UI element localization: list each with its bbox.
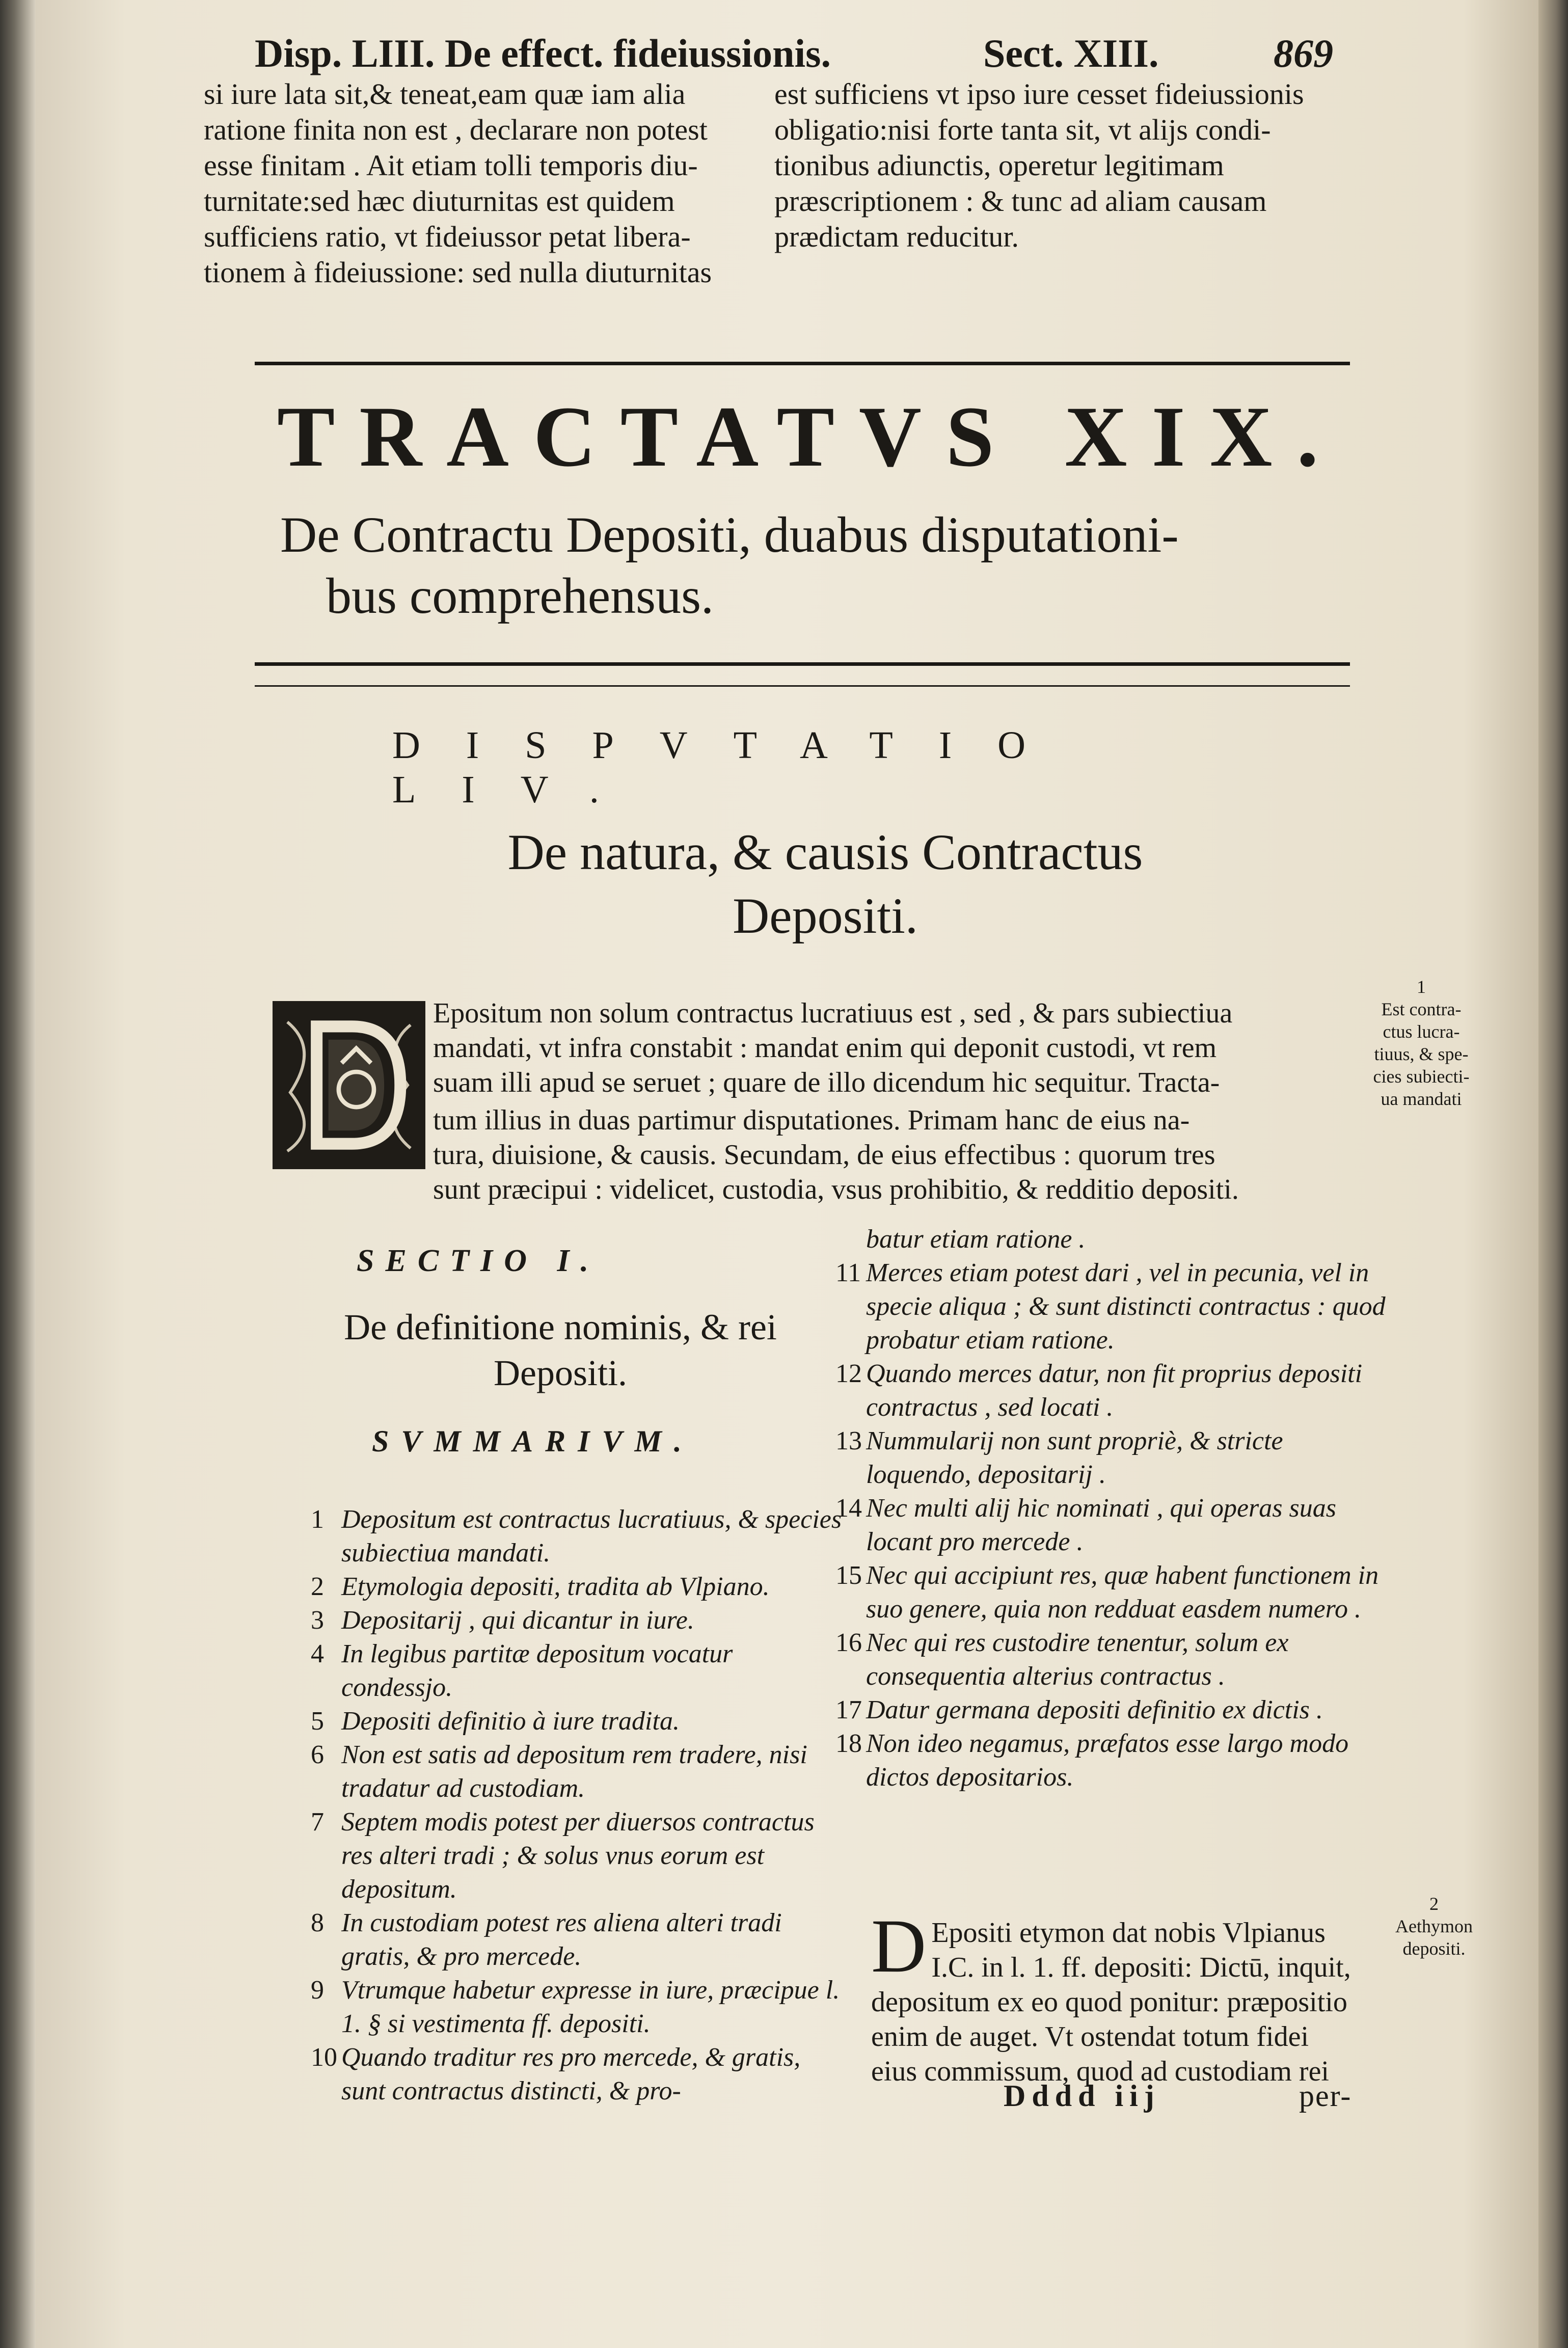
summarium-right bbox=[835, 1223, 1391, 1794]
item-number: 5 bbox=[311, 1707, 324, 1736]
intro-paragraph-top bbox=[433, 996, 1365, 1100]
summary-item bbox=[835, 1357, 1391, 1424]
summary-item bbox=[311, 1974, 846, 2041]
margin-line: tiuus, & spe- bbox=[1374, 1044, 1469, 1064]
item-number: 13 bbox=[835, 1426, 862, 1455]
item-number: 16 bbox=[835, 1628, 862, 1657]
summary-item bbox=[311, 1604, 846, 1637]
top-right-column bbox=[774, 76, 1360, 255]
disputatio-title: DISPVTATIO LIV. bbox=[392, 724, 1072, 811]
signature-line bbox=[1004, 2079, 1360, 2114]
margin-line: ctus lucra- bbox=[1383, 1021, 1460, 1042]
item-number: 11 bbox=[835, 1258, 861, 1287]
item-number: 17 bbox=[835, 1695, 862, 1724]
book-gutter-left bbox=[0, 0, 36, 2348]
subtitle-line: bus comprehensus. bbox=[326, 568, 714, 624]
body-paragraph bbox=[871, 1904, 1381, 2089]
text-line: tura, diuisione, & causis. Secundam, de eius effectibus : quorum tres bbox=[433, 1139, 1215, 1171]
summary-item bbox=[311, 1738, 846, 1805]
catchword: per- bbox=[1299, 2079, 1352, 2113]
text-line: tionem à fideiussione: sed nulla diuturnitas bbox=[204, 256, 712, 289]
item-text: Nec qui res custodire tenentur, solum ex consequentia alterius contractus . bbox=[866, 1628, 1289, 1691]
item-text: Depositi definitio à iure tradita. bbox=[341, 1707, 680, 1736]
page-number: 869 bbox=[1274, 31, 1333, 75]
summary-item bbox=[835, 1256, 1391, 1357]
header-left: Disp. LIII. De effect. fideiussionis. bbox=[255, 31, 831, 75]
item-text: Septem modis potest per diuersos contractus res alteri tradi ; & solus vnus eorum est depositum. bbox=[341, 1807, 815, 1904]
text-line: sufficiens ratio, vt fideiussor petat libera- bbox=[204, 220, 691, 253]
item-number: 14 bbox=[835, 1494, 862, 1523]
summary-item bbox=[835, 1727, 1391, 1794]
text-line: suam illi apud se seruet ; quare de illo dicendum hic sequitur. Tracta- bbox=[433, 1067, 1220, 1098]
signature-mark: Dddd iij bbox=[1004, 2079, 1160, 2113]
text-line: tum illius in duas partimur disputationes. Primam hanc de eius na- bbox=[433, 1104, 1190, 1136]
summary-item bbox=[311, 1503, 846, 1570]
text-line: præscriptionem : & tunc ad aliam causam bbox=[774, 184, 1267, 218]
item-number: 7 bbox=[311, 1807, 324, 1837]
book-page bbox=[36, 0, 1538, 2348]
text-line: turnitate:sed hæc diuturnitas est quidem bbox=[204, 184, 675, 218]
margin-number: 2 bbox=[1429, 1894, 1439, 1914]
heading-line: Depositi. bbox=[494, 1353, 627, 1393]
sectio-heading bbox=[280, 1304, 841, 1396]
margin-number: 1 bbox=[1417, 977, 1426, 997]
item-number: 8 bbox=[311, 1908, 324, 1937]
text-line: sunt præcipui : videlicet, custodia, vsus prohibitio, & redditio depositi. bbox=[433, 1174, 1239, 1205]
heading-line: De natura, & causis Contractus bbox=[507, 824, 1143, 880]
summary-item bbox=[835, 1693, 1391, 1727]
text-line: Epositum non solum contractus lucratiuus est , sed , & pars subiectiua bbox=[433, 997, 1233, 1029]
divider-rule bbox=[255, 662, 1350, 666]
item-number: 3 bbox=[311, 1606, 324, 1635]
summary-item bbox=[835, 1626, 1391, 1693]
item-number: 4 bbox=[311, 1639, 324, 1668]
text-line: tionibus adiunctis, operetur legitimam bbox=[774, 149, 1224, 182]
text-line: si iure lata sit,& teneat,eam quæ iam alia bbox=[204, 77, 686, 111]
item-number: 1 bbox=[311, 1505, 324, 1534]
text-line: esse finitam . Ait etiam tolli temporis diu- bbox=[204, 149, 698, 182]
summarium-left bbox=[311, 1503, 846, 2108]
top-left-column bbox=[204, 76, 790, 290]
item-text: Depositum est contractus lucratiuus, & species subiectiua mandati. bbox=[341, 1505, 842, 1568]
tractatus-subtitle bbox=[280, 504, 1401, 627]
header-section: Sect. XIII. bbox=[983, 31, 1159, 75]
summary-item bbox=[835, 1492, 1391, 1559]
subtitle-line: De Contractu Depositi, duabus disputationi- bbox=[280, 506, 1179, 563]
text-line: eius commissum, quod ad custodiam rei bbox=[871, 2056, 1329, 2087]
item-text: Depositarij , qui dicantur in iure. bbox=[341, 1606, 694, 1635]
margin-line: ua mandati bbox=[1381, 1089, 1462, 1109]
text-line: Epositi etymon dat nobis Vlpianus bbox=[931, 1917, 1326, 1949]
text-line: prædictam reducitur. bbox=[774, 220, 1019, 253]
item-number bbox=[835, 1223, 866, 1256]
item-text: In custodiam potest res aliena alteri tradi gratis, & pro mercede. bbox=[341, 1908, 782, 1971]
text-line: I.C. in l. 1. ff. depositi: Dictū, inquit, bbox=[931, 1952, 1351, 1983]
item-text: Quando traditur res pro mercede, & gratis, sunt contractus distincti, & pro- bbox=[341, 2043, 801, 2106]
item-number: 6 bbox=[311, 1740, 324, 1769]
item-text: Merces etiam potest dari , vel in pecunia, vel in specie aliqua ; & sunt distincti contractus : quod probatur etiam ratione. bbox=[866, 1258, 1386, 1355]
divider-rule bbox=[255, 362, 1350, 365]
summary-item bbox=[311, 1805, 846, 1906]
item-text: Quando merces datur, non fit proprius depositi contractus , sed locati . bbox=[866, 1359, 1363, 1422]
text-line: obligatio:nisi forte tanta sit, vt alijs condi- bbox=[774, 113, 1271, 146]
margin-note-1 bbox=[1360, 976, 1482, 1110]
text-line: depositum ex eo quod ponitur: præpositio bbox=[871, 1986, 1347, 2018]
sectio-title: SECTIO I. bbox=[357, 1244, 600, 1278]
book-edge-right bbox=[1538, 0, 1568, 2348]
margin-line: depositi. bbox=[1402, 1938, 1466, 1959]
summary-item bbox=[835, 1424, 1391, 1492]
text-line: est sufficiens vt ipso iure cesset fideiussionis bbox=[774, 77, 1304, 111]
item-number: 9 bbox=[311, 1976, 324, 2005]
margin-note-2 bbox=[1370, 1893, 1498, 1960]
item-text: Etymologia depositi, tradita ab Vlpiano. bbox=[341, 1572, 770, 1601]
item-number: 18 bbox=[835, 1729, 862, 1758]
item-number: 15 bbox=[835, 1561, 862, 1590]
tractatus-title: TRACTATVS XIX. bbox=[277, 389, 1343, 484]
margin-line: cies subiecti- bbox=[1373, 1066, 1470, 1087]
item-text: batur etiam ratione . bbox=[866, 1225, 1086, 1254]
margin-line: Aethymon bbox=[1395, 1916, 1473, 1936]
text-line: ratione finita non est , declarare non potest bbox=[204, 113, 708, 146]
item-number: 10 bbox=[311, 2043, 337, 2072]
item-text: Datur germana depositi definitio ex dictis . bbox=[866, 1695, 1323, 1724]
summary-item bbox=[835, 1223, 1391, 1256]
ornamental-letter-d-icon bbox=[276, 1004, 422, 1166]
summary-item bbox=[311, 1637, 846, 1705]
summary-item bbox=[311, 1570, 846, 1604]
item-number: 2 bbox=[311, 1572, 324, 1601]
text-line: mandati, vt infra constabit : mandat enim qui deponit custodi, vt rem bbox=[433, 1032, 1217, 1064]
item-text: Nummularij non sunt propriè, & stricte loquendo, depositarij . bbox=[866, 1426, 1283, 1489]
item-text: Non ideo negamus, præfatos esse largo modo dictos depositarios. bbox=[866, 1729, 1349, 1792]
item-text: Nec qui accipiunt res, quæ habent functionem in suo genere, quia non redduat easdem numero . bbox=[866, 1561, 1379, 1624]
disputatio-heading bbox=[392, 820, 1258, 948]
summary-item bbox=[311, 1906, 846, 1974]
item-text: In legibus partitæ depositum vocatur condessjo. bbox=[341, 1639, 733, 1702]
summarium-title: SVMMARIVM. bbox=[372, 1424, 694, 1458]
text-line: enim de auget. Vt ostendat totum fidei bbox=[871, 2021, 1309, 2053]
divider-rule-thin bbox=[255, 685, 1350, 687]
summary-item bbox=[311, 2041, 846, 2108]
item-text: Vtrumque habetur expresse in iure, præcipue l. 1. § si vestimenta ff. depositi. bbox=[341, 1976, 840, 2038]
item-number: 12 bbox=[835, 1359, 862, 1388]
drop-cap: D bbox=[871, 1904, 927, 1988]
item-text: Non est satis ad depositum rem tradere, nisi tradatur ad custodiam. bbox=[341, 1740, 807, 1803]
heading-line: Depositi. bbox=[733, 887, 918, 944]
item-text: Nec multi alij hic nominati , qui operas suas locant pro mercede . bbox=[866, 1494, 1336, 1556]
decorated-initial bbox=[273, 1001, 425, 1169]
intro-paragraph-bottom bbox=[433, 1103, 1528, 1207]
summary-item bbox=[835, 1559, 1391, 1626]
heading-line: De definitione nominis, & rei bbox=[344, 1307, 777, 1347]
margin-line: Est contra- bbox=[1381, 999, 1462, 1019]
summary-item bbox=[311, 1705, 846, 1738]
